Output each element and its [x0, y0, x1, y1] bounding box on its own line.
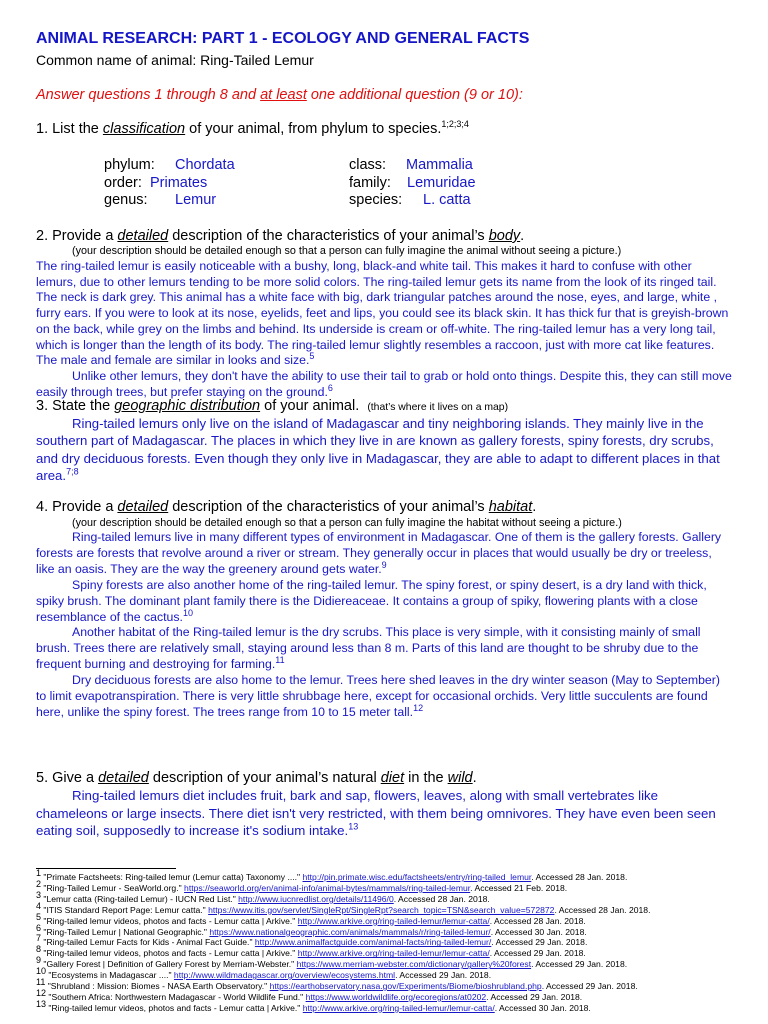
- q1-rest: of your animal, from phylum to species.: [185, 121, 442, 137]
- footnote-link[interactable]: http://www.arkive.org/ring-tailed-lemur/lemur-catta/: [302, 1002, 495, 1013]
- classification-label: order:: [104, 175, 142, 191]
- classification-value: Lemur: [175, 192, 217, 208]
- q5-mid: description of your animal’s natural: [148, 770, 381, 786]
- footnote-link[interactable]: http://www.arkive.org/ring-tailed-lemur/lemur-catta/: [297, 948, 490, 959]
- footnote-accessed: . Accessed 29 Jan. 2018.: [541, 981, 638, 992]
- q1-keyword: classification: [102, 121, 186, 137]
- footnote: [36, 879, 650, 894]
- answer-text: Another habitat of the Ring-tailed lemur is the dry scrubs. This place is very simple, with it consisting mainly of small brush. Trees there are relatively small, staying around less than 8 m. Parts of this land are thought to be shruby due to the frequent burning and destroying for farming.: [36, 625, 701, 672]
- answer-text: Ring-tailed lemurs live in many different types of environment in Madagascar. One of them is the gallery forests. Gallery forests are forests that revolve around a river or stream. They generally occur in places that would usually be dry or treeless, like an oasis. They are the way the greenery around gets water.: [36, 530, 722, 576]
- answer-paragraph: [36, 673, 732, 721]
- footnote-number: 5: [36, 911, 42, 922]
- classification-label: species:: [349, 192, 403, 208]
- q2-prefix: 2. Provide a: [36, 228, 118, 244]
- footnote-ref: 10: [182, 607, 193, 618]
- answer-paragraph: [36, 415, 732, 484]
- footnote-number: 11: [36, 977, 46, 988]
- footnote-link[interactable]: http://www.arkive.org/ring-tailed-lemur/lemur-catta/: [297, 915, 490, 926]
- question-1: [36, 121, 469, 137]
- q3-keyword: geographic distribution: [114, 398, 261, 414]
- footnote-accessed: . Accessed 30 Jan. 2018.: [494, 1002, 591, 1013]
- q3-prefix: 3. State the: [36, 398, 115, 414]
- footnote-text: "Ring-tailed Lemur Facts for Kids - Animal Fact Guide.": [43, 937, 255, 948]
- answer-paragraph: [36, 530, 732, 578]
- footnote-ref: 7;8: [66, 466, 79, 477]
- footnote-text: "Ring-tailed lemur videos, photos and facts - Lemur catta | Arkive.": [43, 948, 298, 959]
- footnote-ref: 6: [327, 382, 333, 393]
- footnote-link[interactable]: https://earthobservatory.nasa.gov/Experiments/Biome/bioshrubland.php: [269, 981, 542, 992]
- q2-note: (your description should be detailed enough so that a person can fully imagine the animal without seeing a picture.): [72, 245, 622, 257]
- question-2: [36, 228, 524, 244]
- footnote-link[interactable]: https://www.worldwildlife.org/ecoregions/at0202: [305, 991, 487, 1002]
- footnote-link[interactable]: https://www.merriam-webster.com/dictionary/gallery%20forest: [296, 959, 532, 970]
- q5-end: .: [472, 770, 477, 786]
- q3-answer: [36, 415, 732, 484]
- q5-answer: [36, 787, 732, 840]
- classification-value: Lemuridae: [407, 175, 476, 191]
- footnote-text: "Ecosystems in Madagascar ....": [48, 970, 174, 981]
- footnote-text: "Lemur catta (Ring-tailed Lemur) - IUCN Red List.": [43, 893, 239, 904]
- q1-footnote-ref: 1;2;3;4: [441, 119, 469, 130]
- q2-keyword-1: detailed: [117, 228, 169, 244]
- footnote-text: "Shrubland : Mission: Biomes - NASA Earth Observatory.": [47, 981, 270, 992]
- footnote-link[interactable]: http://www.iucnredlist.org/details/11496/0: [238, 893, 394, 904]
- footnote-number: 10: [36, 966, 47, 977]
- classification-value: Primates: [150, 175, 208, 191]
- question-3: [36, 398, 508, 414]
- footnote-number: 6: [36, 922, 42, 933]
- q4-prefix: 4. Provide a: [36, 499, 118, 515]
- footnote: [36, 868, 650, 883]
- footnote-accessed: . Accessed 28 Jan. 2018.: [489, 915, 586, 926]
- answer-text: Dry deciduous forests are also home to the lemur. Trees here shed leaves in the dry winter season (May to September) to limit evapotranspiration. There is very little shrubbage here, except for occasional orchids. Very little succulents are found here, unlike the spiny forest. The trees range from 10 to 15 meter tall.: [36, 673, 720, 719]
- footnote-accessed: . Accessed 28 Jan. 2018.: [531, 872, 628, 882]
- footnote: [36, 999, 650, 1014]
- answer-paragraph: [36, 625, 732, 673]
- footnote-accessed: . Accessed 28 Jan. 2018.: [393, 893, 490, 904]
- q5-keyword-2: diet: [380, 770, 405, 786]
- footnote-number: 13: [36, 999, 47, 1010]
- footnote-number: 4: [36, 900, 42, 911]
- footnote-link[interactable]: http://pin.primate.wisc.edu/factsheets/entry/ring-tailed_lemur: [302, 872, 532, 882]
- footnote-number: 8: [36, 944, 42, 955]
- footnote-link[interactable]: https://www.nationalgeographic.com/animals/mammals/r/ring-tailed-lemur/: [209, 926, 491, 937]
- page-title: ANIMAL RESEARCH: PART 1 - ECOLOGY AND GENERAL FACTS: [36, 30, 530, 47]
- footnote: [36, 889, 650, 905]
- q2-answer: [36, 259, 732, 400]
- instructions: [36, 87, 523, 103]
- footnote: [36, 988, 650, 1003]
- footnote-text: "ITIS Standard Report Page: Lemur catta.": [43, 904, 209, 915]
- classification-value: Mammalia: [406, 157, 473, 173]
- q4-keyword-2: habitat: [488, 499, 533, 515]
- common-name-line: Common name of animal: Ring-Tailed Lemur: [36, 52, 314, 68]
- footnote: [36, 900, 651, 916]
- q3-rest: of your animal.: [260, 398, 360, 414]
- footnote-number: 1: [36, 868, 42, 879]
- q4-end: .: [532, 499, 537, 515]
- q4-keyword-1: detailed: [117, 499, 169, 515]
- q2-end: .: [520, 228, 525, 244]
- answer-text: The ring-tailed lemur is easily noticeable with a bushy, long, black-and white tail. This makes it hard to confuse with other lemurs, due to other lemurs tending to be more solid colors. The ring-tailed lemur gets its name from the look of its ringed tail. The neck is dark grey. This animal has a white face with big, dark triangular patches around the nose, eyes, and large, white , furry ears. If you were to look at its nose, eyelids, feet and lips, you could see its black skin. It has thick fur that is greyish-brown on the back, while grey on the limbs and behind. Its underside is cream or off-white. The ring-tailed lemur has a very long tail, which is longer than the length of its body. The ring-tailed lemur slightly resembles a raccoon, just with more cat like features. The male and female are similar in looks and size.: [36, 259, 729, 368]
- footnote-accessed: . Accessed 28 Jan. 2018.: [554, 904, 651, 915]
- question-5: [36, 770, 477, 786]
- footnote-number: 9: [36, 955, 42, 966]
- footnote-ref: 12: [413, 702, 424, 713]
- footnote: [36, 922, 650, 938]
- answer-paragraph: [36, 578, 732, 626]
- classification-label: genus:: [104, 192, 148, 208]
- answer-text: Spiny forests are also another home of the ring-tailed lemur. The spiny forest, or spiny desert, is a dry land with thick, spiky brush. The dominant plant family there is the Didiereaceae. It contains a group of spiky, flowering plants with a close resemblance of the cactus.: [36, 577, 707, 624]
- q2-mid: description of the characteristics of your animal’s: [168, 228, 489, 244]
- footnote: [36, 977, 650, 992]
- classification-value: L. catta: [423, 192, 471, 208]
- footnote: [36, 911, 650, 927]
- footnote: [36, 966, 650, 981]
- q4-note: (your description should be detailed enough so that a person can fully imagine the habitat without seeing a picture.): [72, 517, 622, 529]
- footnote-number: 2: [36, 879, 42, 890]
- footnote-text: "Southern Africa: Northwestern Madagascar - World Wildlife Fund.": [48, 991, 306, 1002]
- footnote-text: "Ring-Tailed Lemur | National Geographic.": [43, 926, 210, 937]
- classification-label: class:: [349, 157, 387, 173]
- q4-answer: [36, 530, 732, 721]
- footnote-accessed: . Accessed 30 Jan. 2018.: [490, 926, 587, 937]
- answer-text: Ring-tailed lemurs only live on the island of Madagascar and tiny neighboring islands. They mainly live in the southern part of Madagascar. The places in which they live in are known as gallery forests, spiny forests, dry scrubs, and dry deciduous forests. Even though they only live in Madagascar, they are able to adapt to different places in that area.: [36, 416, 720, 483]
- q5-keyword-3: wild: [447, 770, 473, 786]
- footnote-link[interactable]: http://www.animalfactguide.com/animal-facts/ring-tailed-lemur/: [254, 937, 492, 948]
- footnote-link[interactable]: https://seaworld.org/en/animal-info/animal-bytes/mammals/ring-tailed-lemur: [184, 882, 471, 893]
- q5-prefix: 5. Give a: [36, 770, 99, 786]
- footnote-text: "Ring-Tailed Lemur - SeaWorld.org.": [43, 882, 185, 893]
- answer-text: Ring-tailed lemurs diet includes fruit, bark and sap, flowers, leaves, along with small vertebrates like chameleons or large insects. There diet isn't very restricted, with them being omnivores. They have even been seen eating soil, supposedly to increase it's sodium intake.: [36, 788, 716, 838]
- footnote-accessed: . Accessed 29 Jan. 2018.: [531, 959, 628, 970]
- q5-mid-2: in the: [404, 770, 448, 786]
- instructions-pre: Answer questions 1 through 8 and: [36, 87, 261, 103]
- q4-mid: description of the characteristics of your animal’s: [168, 499, 489, 515]
- q5-keyword-1: detailed: [98, 770, 149, 786]
- footnote-separator: [36, 868, 176, 869]
- footnote-accessed: . Accessed 29 Jan. 2018.: [491, 937, 588, 948]
- footnote-accessed: . Accessed 29 Jan. 2018.: [489, 948, 586, 959]
- footnote-ref: 11: [275, 655, 285, 666]
- q3-note: (that’s where it lives on a map): [367, 402, 509, 413]
- q1-prefix: 1. List the: [36, 121, 103, 137]
- footnote: [36, 944, 650, 959]
- question-4: [36, 499, 536, 515]
- footnote-text: "Gallery Forest | Definition of Gallery Forest by Merriam-Webster.": [43, 959, 297, 970]
- footnote-accessed: . Accessed 21 Feb. 2018.: [470, 882, 568, 893]
- answer-paragraph: [36, 369, 732, 400]
- instructions-underlined: at least: [260, 87, 307, 103]
- footnote: [36, 933, 650, 948]
- footnote-text: "Ring-tailed lemur videos, photos and facts - Lemur catta | Arkive.": [48, 1002, 303, 1013]
- footnote-text: "Primate Factsheets: Ring-tailed lemur (Lemur catta) Taxonomy ....": [43, 872, 303, 882]
- instructions-post: one additional question (9 or 10):: [306, 87, 523, 103]
- footnote-accessed: . Accessed 29 Jan. 2018.: [395, 970, 492, 981]
- classification-label: family:: [349, 175, 391, 191]
- footnote-number: 12: [36, 988, 47, 999]
- answer-paragraph: [36, 787, 732, 840]
- q2-keyword-2: body: [488, 228, 521, 244]
- footnote-accessed: . Accessed 29 Jan. 2018.: [486, 991, 583, 1002]
- footnote-number: 7: [36, 933, 42, 944]
- footnotes: [36, 868, 651, 1014]
- footnote-ref: 13: [348, 821, 359, 832]
- footnote-text: "Ring-tailed lemur videos, photos and facts - Lemur catta | Arkive.": [43, 915, 298, 926]
- classification-value: Chordata: [175, 157, 235, 173]
- footnote-link[interactable]: http://www.wildmadagascar.org/overview/ecosystems.html: [173, 970, 396, 981]
- footnote: [36, 955, 650, 970]
- answer-text: Unlike other lemurs, they don't have the ability to use their tail to grab or hold onto things. Despite this, they can still move easily through trees, but prefer staying on the ground.: [36, 368, 732, 399]
- answer-paragraph: [36, 259, 732, 369]
- footnote-link[interactable]: https://www.itis.gov/servlet/SingleRpt/SingleRpt?search_topic=TSN&search_value=572872: [208, 904, 555, 915]
- footnote-ref: 5: [309, 351, 315, 362]
- footnote-number: 3: [36, 889, 42, 900]
- classification-label: phylum:: [104, 157, 155, 173]
- footnote-ref: 9: [381, 559, 387, 570]
